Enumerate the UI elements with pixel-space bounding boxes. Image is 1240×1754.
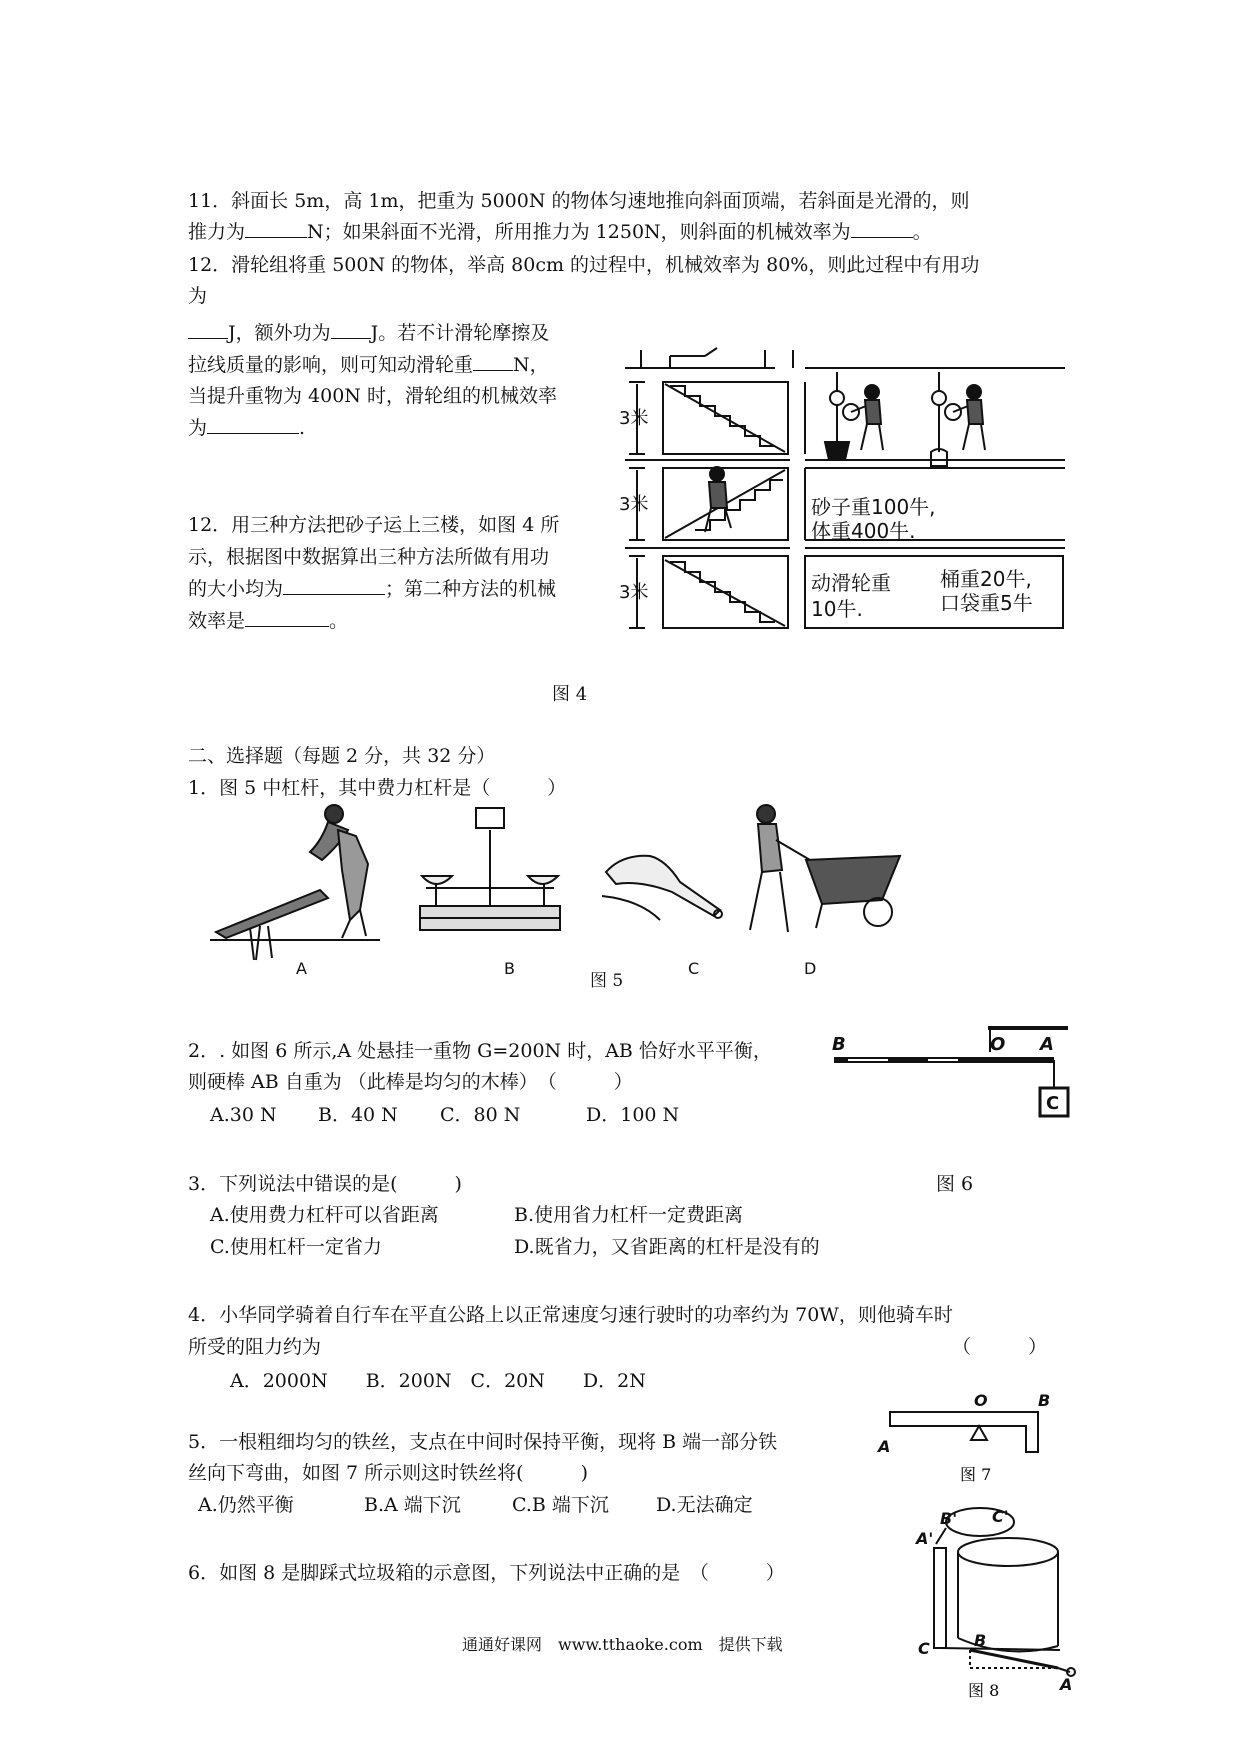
- mc2-option-a[interactable]: A.30 N: [210, 1104, 277, 1126]
- fig8-label-c: C: [918, 1639, 930, 1658]
- q12a-text-b: J。若不计滑轮摩擦及: [370, 322, 550, 344]
- q12a-line5: 当提升重物为 400N 时，滑轮组的机械效率: [188, 385, 557, 407]
- mc6-question: 6．如图 8 是脚踩式垃圾箱的示意图，下列说法中正确的是 （ ）: [188, 1562, 785, 1584]
- q12b-text-d: 。: [329, 610, 349, 632]
- mc5-line2: 丝向下弯曲，如图 7 所示则这时铁丝将( ): [188, 1462, 588, 1484]
- fig6-label-a: A: [1040, 1034, 1054, 1055]
- q12a-line4: [188, 350, 549, 380]
- q12a-text-a: J，额外功为: [228, 322, 331, 344]
- q12a-blank-2[interactable]: [331, 318, 371, 339]
- fig4-bag-weight: 口袋重5牛: [940, 591, 1033, 615]
- mc4-line2: 所受的阻力约为: [188, 1336, 322, 1358]
- fig4-height-3: 3米: [619, 582, 649, 603]
- mc1-question: 1．图 5 中杠杆，其中费力杠杆是（ ）: [188, 777, 567, 799]
- mc4-paren: （ ）: [952, 1336, 1048, 1358]
- mc4-options[interactable]: A．2000N B．200N C．20N D．2N: [230, 1370, 646, 1392]
- fig6-label-o: O: [990, 1034, 1006, 1055]
- figure-6: [828, 1020, 1073, 1130]
- mc3-option-c[interactable]: C.使用杠杆一定省力: [210, 1236, 382, 1258]
- q12a-line3: [188, 318, 549, 348]
- fig6-caption: 图 6: [936, 1173, 974, 1195]
- mc2-option-d[interactable]: D．100 N: [586, 1104, 680, 1126]
- mc2-option-b[interactable]: B．40 N: [318, 1104, 398, 1126]
- mc2-line2: 则硬棒 AB 自重为 （此棒是均匀的木棒） （ ）: [188, 1071, 633, 1093]
- q11-blank-1[interactable]: [245, 217, 307, 238]
- mc3-option-b[interactable]: B.使用省力杠杆一定费距离: [514, 1204, 744, 1226]
- fig4-height-1: 3米: [619, 408, 649, 429]
- fig5-label-d: D: [804, 959, 817, 978]
- q12a-text-d: N，: [513, 354, 549, 376]
- q12a-line6: [188, 413, 305, 443]
- q11-line2: [188, 217, 932, 247]
- fig7-label-o: O: [974, 1391, 988, 1410]
- mc5-line1: 5．一根粗细均匀的铁丝，支点在中间时保持平衡，现将 B 端一部分铁: [188, 1431, 778, 1453]
- q11-line1: 11．斜面长 5m，高 1m，把重为 5000N 的物体匀速地推向斜面顶端，若斜面是光滑的，则: [188, 190, 970, 212]
- fig7-label-a: A: [878, 1437, 891, 1456]
- q12a-line1: 12．滑轮组将重 500N 的物体，举高 80cm 的过程中，机械效率为 80%，则此过程中有用功: [188, 254, 980, 276]
- q12b-blank-1[interactable]: [283, 574, 385, 595]
- fig5-label-a: A: [296, 959, 307, 978]
- fig5-label-c: C: [688, 959, 700, 978]
- q12a-text-e: 为: [188, 417, 208, 439]
- q12b-line3: [188, 574, 556, 604]
- fig8-label-a1: A': [916, 1529, 934, 1548]
- fig8-caption: 图 8: [968, 1681, 1000, 1700]
- fig6-label-c: C: [1046, 1093, 1060, 1114]
- q12a-text-f: .: [299, 417, 306, 439]
- q12a-line2: 为: [188, 285, 208, 307]
- mc5-option-b[interactable]: B.A 端下沉: [364, 1494, 461, 1516]
- q11-blank-2[interactable]: [851, 217, 913, 238]
- q11-text-c: 。: [912, 221, 932, 243]
- q11-text-a: 推力为: [188, 221, 246, 243]
- figure-8: [910, 1500, 1090, 1710]
- q12b-line2: 示，根据图中数据算出三种方法所做有用功: [188, 546, 550, 568]
- q12a-blank-1[interactable]: [188, 318, 228, 339]
- fig5-caption: 图 5: [590, 971, 624, 991]
- q12b-line1: 12．用三种方法把砂子运上三楼，如图 4 所: [188, 514, 560, 536]
- fig4-height-2: 3米: [619, 494, 649, 515]
- q12a-blank-3[interactable]: [473, 350, 513, 371]
- fig4-caption: 图 4: [552, 684, 588, 705]
- mc2-line1: 2．. 如图 6 所示,A 处悬挂一重物 G=200N 时，AB 恰好水平平衡，: [188, 1040, 772, 1062]
- fig8-label-b1: B': [940, 1509, 958, 1528]
- figure-5: [210, 800, 990, 978]
- q12a-text-c: 拉线质量的影响，则可知动滑轮重: [188, 354, 474, 376]
- figure-4: [619, 342, 1065, 647]
- mc2-option-c[interactable]: C．80 N: [440, 1104, 521, 1126]
- fig4-bucket-weight: 桶重20牛,: [940, 567, 1032, 591]
- mc3-option-a[interactable]: A.使用费力杠杆可以省距离: [210, 1204, 439, 1226]
- mc3-question: 3．下列说法中错误的是( ): [188, 1173, 462, 1195]
- fig7-label-b: B: [1038, 1391, 1051, 1410]
- mc5-option-c[interactable]: C.B 端下沉: [512, 1494, 609, 1516]
- q11-text-b: N；如果斜面不光滑，所用推力为 1250N，则斜面的机械效率为: [307, 221, 851, 243]
- fig4-pulley-weight-2: 10牛.: [811, 597, 863, 621]
- q12a-blank-4[interactable]: [207, 413, 299, 434]
- fig4-pulley-weight: 动滑轮重: [811, 571, 891, 595]
- fig6-label-b: B: [832, 1034, 846, 1055]
- q12b-text-b: ；第二种方法的机械: [385, 578, 557, 600]
- fig4-sand-weight: 砂子重100牛,: [811, 495, 936, 519]
- mc5-option-a[interactable]: A.仍然平衡: [198, 1494, 294, 1516]
- q12b-blank-2[interactable]: [245, 606, 329, 627]
- figure-7: [878, 1390, 1058, 1490]
- fig8-label-b: B: [974, 1631, 987, 1650]
- mc4-line1: 4．小华同学骑着自行车在平直公路上以正常速度匀速行驶时的功率约为 70W，则他骑车时: [188, 1304, 953, 1326]
- fig4-body-weight: 体重400牛.: [811, 519, 916, 543]
- footer: 通通好课网 www.tthaoke.com 提供下载: [462, 1635, 783, 1654]
- mc5-option-d[interactable]: D.无法确定: [656, 1494, 753, 1516]
- q12b-text-c: 效率是: [188, 610, 246, 632]
- fig5-label-b: B: [504, 959, 515, 978]
- q12b-text-a: 的大小均为: [188, 578, 284, 600]
- section2-title: 二、选择题（每题 2 分，共 32 分）: [188, 745, 496, 767]
- fig7-caption: 图 7: [960, 1465, 992, 1484]
- q12b-line4: [188, 606, 348, 636]
- mc3-option-d[interactable]: D.既省力，又省距离的杠杆是没有的: [514, 1236, 820, 1258]
- fig8-label-c1: C': [992, 1507, 1009, 1526]
- fig8-label-a: A: [1060, 1675, 1073, 1694]
